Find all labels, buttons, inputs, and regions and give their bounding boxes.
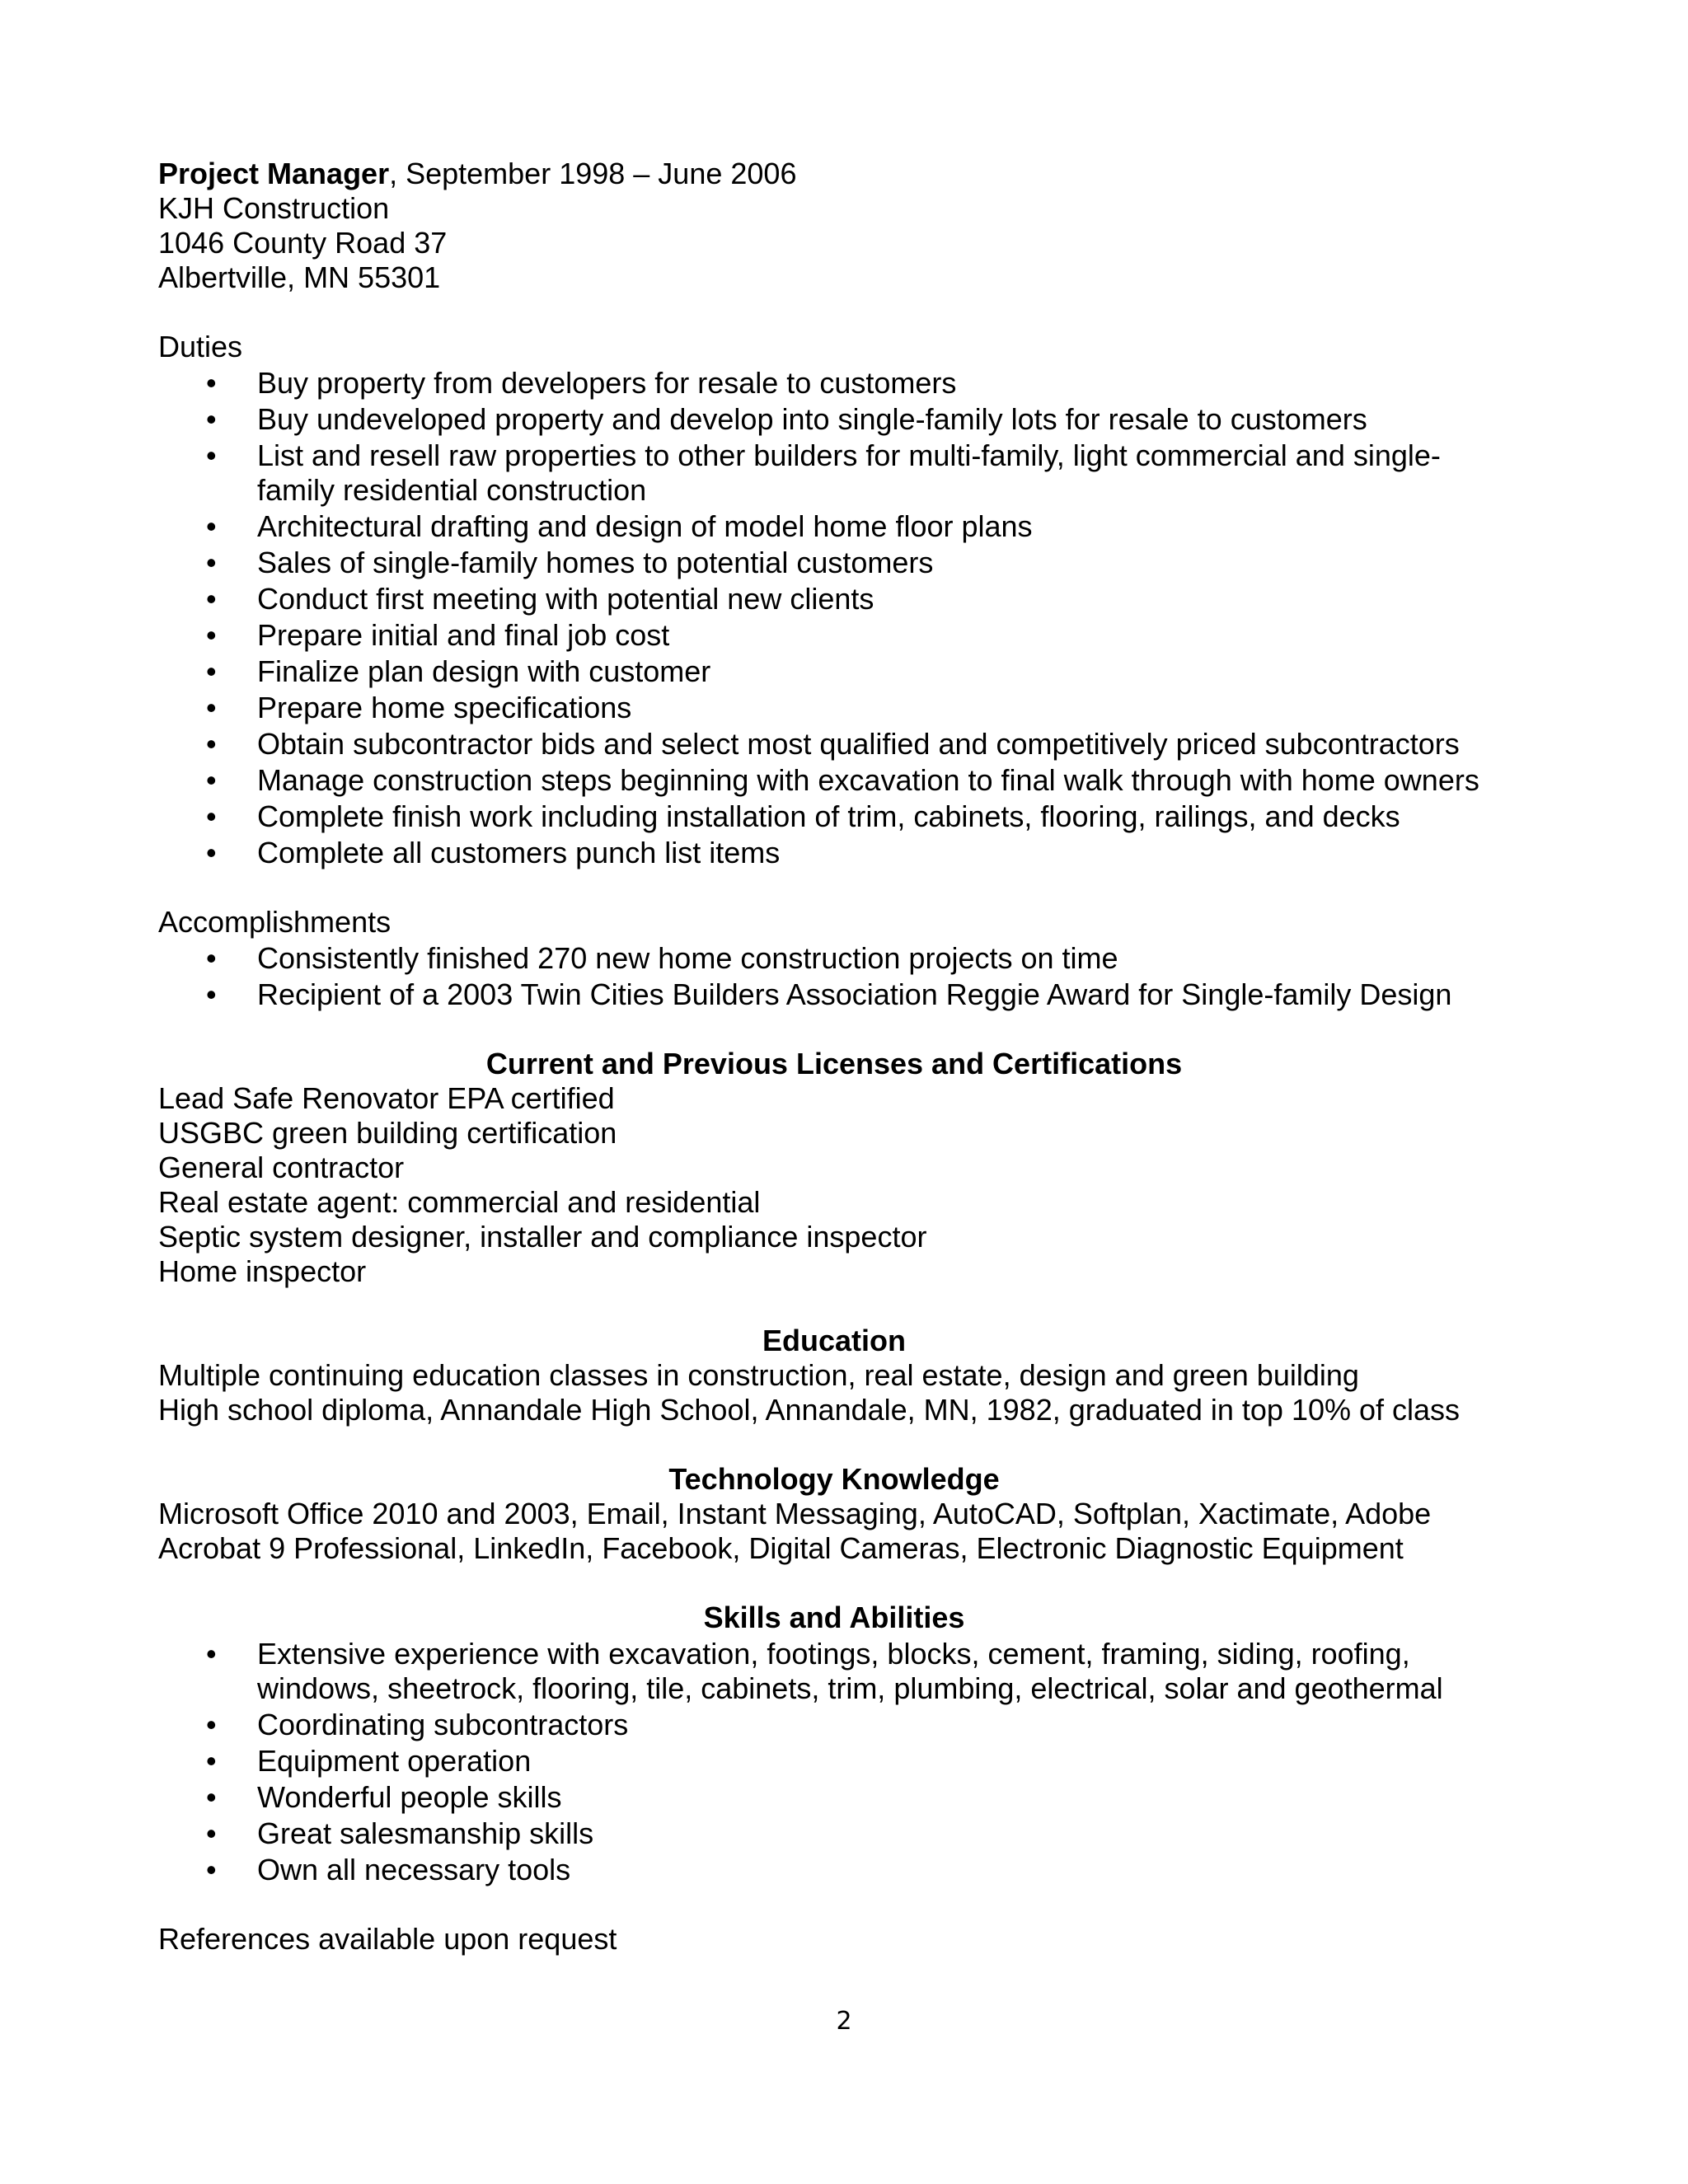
duties-list <box>158 366 1507 870</box>
licenses-list <box>158 1081 1507 1289</box>
list-item <box>206 977 1507 1012</box>
list-item <box>206 618 1507 653</box>
company-address-line1: 1046 County Road 37 <box>158 226 448 260</box>
list-item <box>206 799 1507 834</box>
list-item-text: Buy property from developers for resale to customers <box>257 366 957 400</box>
bullet-icon: • <box>206 941 217 975</box>
list-item <box>206 836 1507 870</box>
job-title: Project Manager <box>158 157 390 190</box>
bullet-icon: • <box>206 618 217 652</box>
job-dates: , September 1998 – June 2006 <box>389 157 797 190</box>
bullet-icon: • <box>206 977 217 1011</box>
list-item-text: Recipient of a 2003 Twin Cities Builders Association Reggie Award for Single-family Design <box>257 977 1452 1011</box>
list-item <box>206 1744 1507 1779</box>
duties-label: Duties <box>158 330 243 363</box>
job-block <box>158 157 1507 295</box>
list-item-text: Prepare initial and final job cost <box>257 618 670 652</box>
list-item-text: Complete all customers punch list items <box>257 836 781 869</box>
technology-text: Microsoft Office 2010 and 2003, Email, Instant Messaging, AutoCAD, Softplan, Xactimate, Adobe Acrobat 9 Professional, LinkedIn, Facebook, Digital Cameras, Electronic Diagnostic Equipment <box>158 1497 1432 1565</box>
list-item-text: Own all necessary tools <box>257 1853 571 1886</box>
list-item-text: Prepare home specifications <box>257 691 632 724</box>
list-item-text: Extensive experience with excavation, footings, blocks, cement, framing, siding, roofing, windows, sheetrock, flooring, tile, cabinets, trim, plumbing, electrical, solar and geothermal <box>257 1637 1443 1705</box>
list-item-text: List and resell raw properties to other builders for multi-family, light commercial and single-family residential construction <box>257 438 1441 507</box>
list-item: USGBC green building certification <box>158 1116 617 1150</box>
bullet-icon: • <box>206 366 217 400</box>
bullet-icon: • <box>206 1816 217 1850</box>
bullet-icon: • <box>206 1708 217 1741</box>
list-item: Multiple continuing education classes in construction, real estate, design and green building <box>158 1358 1359 1392</box>
bullet-icon: • <box>206 402 217 436</box>
list-item-text: Conduct first meeting with potential new clients <box>257 582 874 616</box>
references-note: References available upon request <box>158 1922 617 1956</box>
bullet-icon: • <box>206 582 217 616</box>
list-item-text: Obtain subcontractor bids and select most qualified and competitively priced subcontractors <box>257 727 1460 761</box>
education-list <box>158 1358 1507 1427</box>
list-item-text: Finalize plan design with customer <box>257 654 711 688</box>
bullet-icon: • <box>206 1853 217 1886</box>
list-item-text: Great salesmanship skills <box>257 1816 594 1850</box>
list-item: High school diploma, Annandale High School, Annandale, MN, 1982, graduated in top 10% of class <box>158 1393 1461 1427</box>
bullet-icon: • <box>206 727 217 761</box>
technology-heading: Technology Knowledge <box>668 1462 1000 1496</box>
list-item <box>206 1708 1507 1742</box>
bullet-icon: • <box>206 691 217 724</box>
list-item <box>206 546 1507 580</box>
skills-heading: Skills and Abilities <box>703 1601 965 1634</box>
list-item-text: Buy undeveloped property and develop into single-family lots for resale to customers <box>257 402 1367 436</box>
skills-list <box>158 1637 1507 1887</box>
list-item: Real estate agent: commercial and residential <box>158 1185 761 1219</box>
page-number: 2 <box>836 2007 852 2036</box>
list-item <box>206 654 1507 689</box>
bullet-icon: • <box>206 799 217 833</box>
list-item <box>206 1816 1507 1851</box>
list-item: General contractor <box>158 1151 405 1184</box>
list-item-text: Equipment operation <box>257 1744 532 1778</box>
bullet-icon: • <box>206 1637 217 1671</box>
bullet-icon: • <box>206 1744 217 1778</box>
bullet-icon: • <box>206 1780 217 1814</box>
list-item: Septic system designer, installer and compliance inspector <box>158 1220 927 1254</box>
education-heading: Education <box>762 1324 906 1357</box>
list-item <box>206 763 1507 798</box>
list-item-text: Wonderful people skills <box>257 1780 562 1814</box>
accomplishments-label: Accomplishments <box>158 905 392 939</box>
company-address-line2: Albertville, MN 55301 <box>158 260 441 294</box>
list-item <box>206 727 1507 762</box>
job-title-line <box>158 157 1507 191</box>
list-item <box>206 1637 1507 1706</box>
list-item <box>206 402 1507 437</box>
list-item-text: Architectural drafting and design of model home floor plans <box>257 509 1033 543</box>
list-item-text: Coordinating subcontractors <box>257 1708 629 1741</box>
list-item <box>206 438 1507 508</box>
list-item <box>206 1853 1507 1887</box>
bullet-icon: • <box>206 509 217 543</box>
bullet-icon: • <box>206 763 217 797</box>
list-item <box>206 582 1507 616</box>
bullet-icon: • <box>206 836 217 869</box>
list-item <box>206 691 1507 725</box>
list-item-text: Sales of single-family homes to potential customers <box>257 546 934 579</box>
list-item-text: Manage construction steps beginning with excavation to final walk through with home owners <box>257 763 1479 797</box>
list-item <box>206 509 1507 544</box>
list-item <box>206 941 1507 976</box>
list-item-text: Complete finish work including installation of trim, cabinets, flooring, railings, and decks <box>257 799 1400 833</box>
bullet-icon: • <box>206 654 217 688</box>
list-item: Home inspector <box>158 1254 367 1288</box>
list-item <box>206 1780 1507 1815</box>
accomplishments-list <box>158 941 1507 1012</box>
licenses-heading: Current and Previous Licenses and Certifications <box>485 1047 1183 1080</box>
list-item-text: Consistently finished 270 new home construction projects on time <box>257 941 1118 975</box>
list-item <box>206 366 1507 401</box>
bullet-icon: • <box>206 438 217 472</box>
company-name: KJH Construction <box>158 191 390 225</box>
list-item: Lead Safe Renovator EPA certified <box>158 1081 615 1115</box>
bullet-icon: • <box>206 546 217 579</box>
